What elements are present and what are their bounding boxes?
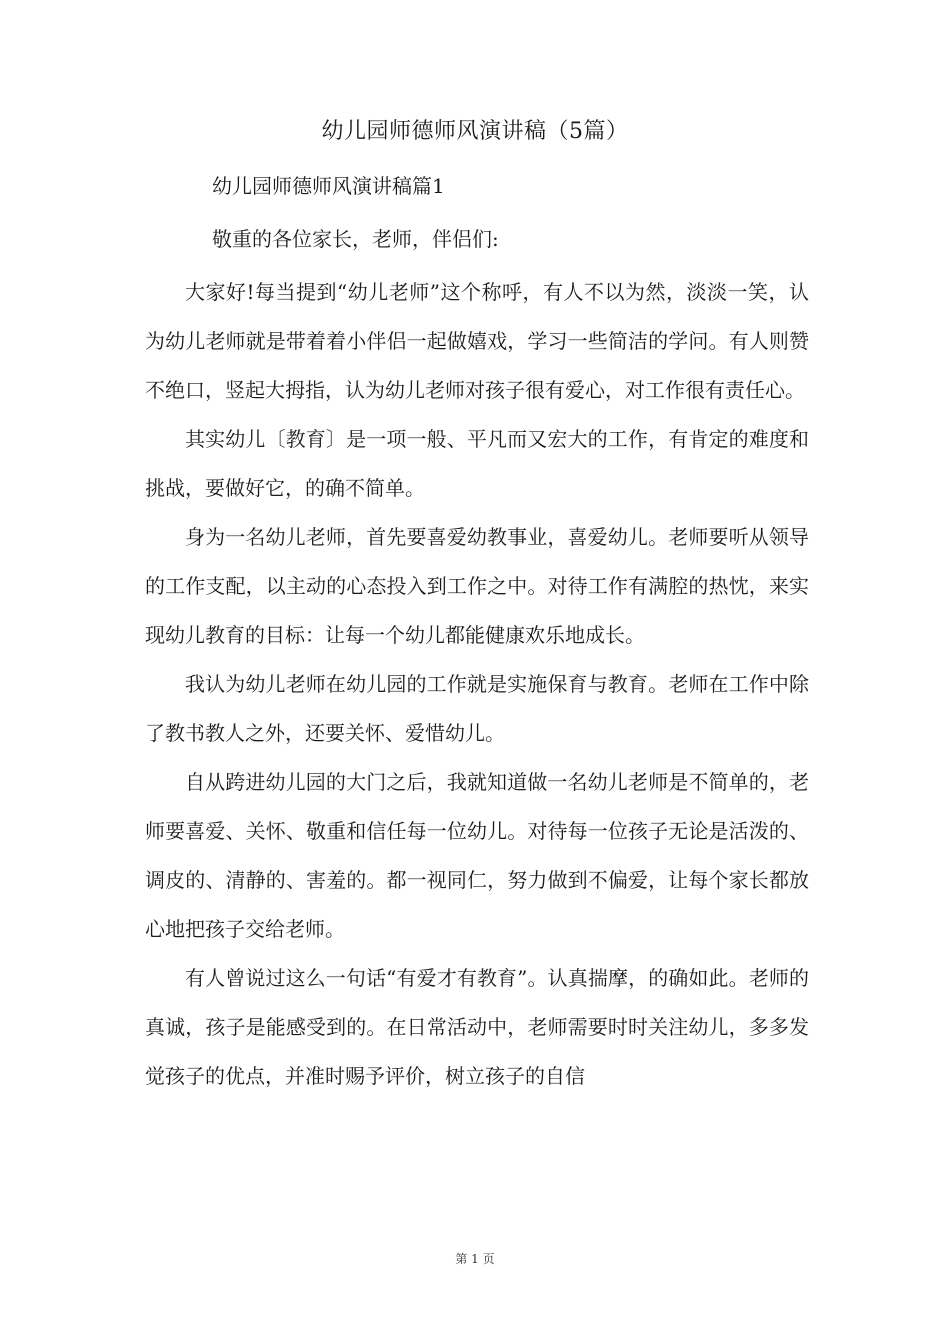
- paragraph-2: 其实幼儿〔教育〕是一项一般、平凡而又宏大的工作，有肯定的难度和挑战，要做好它，的确不简单。: [145, 427, 809, 500]
- paragraph-3: 身为一名幼儿老师，首先要喜爱幼教事业，喜爱幼儿。老师要听从领导的工作支配，以主动的心态投入到工作之中。对待工作有满腔的热忱，来实现幼儿教育的目标：让每一个幼儿都能健康欢乐地成长。: [145, 525, 809, 647]
- section-heading: 幼儿园师德师风演讲稿篇1: [212, 174, 445, 198]
- paragraph-4: 我认为幼儿老师在幼儿园的工作就是实施保育与教育。老师在工作中除了教书教人之外，还要关怀、爱惜幼儿。: [145, 672, 809, 745]
- paragraph-5: 自从跨进幼儿园的大门之后，我就知道做一名幼儿老师是不简单的，老师要喜爱、关怀、敬重和信任每一位幼儿。对待每一位孩子无论是活泼的、调皮的、清静的、害羞的。都一视同仁，努力做到不偏爱，让每个家长都放心地把孩子交给老师。: [145, 770, 809, 941]
- document-title: 幼儿园师德师风演讲稿（5篇）: [321, 119, 629, 144]
- greeting-line: 敬重的各位家长，老师，伴侣们:: [212, 227, 499, 251]
- page-number: 第 1 页: [455, 1252, 495, 1266]
- paragraph-1: 大家好!每当提到“幼儿老师”这个称呼，有人不以为然，淡淡一笑，认为幼儿老师就是带着着小伴侣一起做嬉戏，学习一些简洁的学问。有人则赞不绝口，竖起大拇指，认为幼儿老师对孩子很有爱心，对工作很有责任心。: [145, 280, 809, 402]
- paragraph-6: 有人曾说过这么一句话“有爱才有教育”。认真揣摩，的确如此。老师的真诚，孩子是能感受到的。在日常活动中，老师需要时时关注幼儿，多多发觉孩子的优点，并准时赐予评价，树立孩子的自信: [145, 966, 809, 1088]
- body-text: [145, 268, 809, 1101]
